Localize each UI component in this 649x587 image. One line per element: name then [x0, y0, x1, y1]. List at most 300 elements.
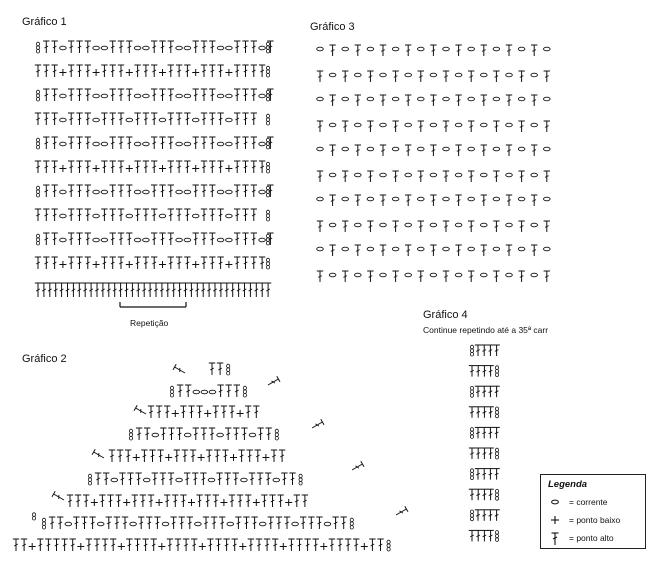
double-crochet-icon: [235, 517, 241, 529]
chain-icon: [495, 414, 498, 418]
double-crochet-icon: [518, 221, 524, 232]
single-crochet-icon: [156, 499, 163, 506]
double-crochet-icon: [506, 45, 512, 56]
chain-icon: [481, 223, 488, 227]
double-crochet-icon: [52, 491, 66, 503]
double-crochet-icon: [101, 113, 107, 125]
double-crochet-icon: [190, 450, 196, 462]
double-crochet-icon: [493, 345, 499, 356]
double-crochet-icon: [481, 345, 487, 356]
double-crochet-icon: [342, 221, 348, 232]
double-crochet-icon: [58, 283, 64, 297]
chain-icon: [518, 247, 525, 251]
double-crochet-icon: [209, 41, 215, 53]
double-crochet-icon: [380, 145, 386, 156]
single-crochet-icon: [225, 261, 232, 268]
double-crochet-icon: [531, 45, 537, 56]
double-crochet-icon: [475, 530, 481, 541]
chain-icon: [470, 428, 473, 432]
chain-icon: [455, 73, 462, 77]
double-crochet-icon: [225, 473, 231, 485]
double-crochet-icon: [304, 539, 310, 551]
double-crochet-icon: [184, 209, 190, 221]
chain-icon: [495, 369, 498, 373]
chain-icon: [531, 173, 538, 177]
double-crochet-icon: [455, 95, 461, 106]
double-crochet-icon: [281, 473, 287, 485]
chain-icon: [36, 241, 39, 245]
chain-icon: [342, 147, 349, 151]
chain-icon: [126, 118, 133, 122]
double-crochet-icon: [184, 113, 190, 125]
chain-icon: [243, 390, 246, 394]
double-crochet-icon: [68, 137, 74, 149]
double-crochet-icon: [115, 495, 121, 507]
double-crochet-icon: [201, 233, 207, 245]
chain-icon: [495, 489, 498, 493]
double-crochet-icon: [94, 539, 100, 551]
double-crochet-icon: [203, 517, 209, 529]
double-crochet-icon: [193, 233, 199, 245]
double-crochet-icon: [272, 539, 278, 551]
chain-icon: [317, 247, 324, 251]
double-crochet-icon: [76, 209, 82, 221]
double-crochet-icon: [531, 195, 537, 206]
double-crochet-icon: [430, 245, 436, 256]
double-crochet-icon: [418, 71, 424, 82]
single-crochet-icon: [126, 165, 133, 172]
double-crochet-icon: [481, 489, 487, 500]
double-crochet-icon: [200, 473, 206, 485]
double-crochet-icon: [468, 221, 474, 232]
double-crochet-icon: [475, 345, 481, 356]
double-crochet-icon: [35, 161, 41, 173]
double-crochet-icon: [217, 385, 223, 397]
double-crochet-icon: [151, 161, 157, 173]
chain-icon: [392, 147, 399, 151]
chain-icon: [481, 173, 488, 177]
double-crochet-icon: [154, 517, 160, 529]
double-crochet-icon: [380, 195, 386, 206]
chain-icon: [65, 522, 72, 526]
chain-icon: [184, 238, 191, 242]
chart-1-grid: [35, 41, 274, 297]
double-crochet-icon: [191, 539, 197, 551]
chain-icon: [217, 238, 224, 242]
double-crochet-icon: [268, 517, 274, 529]
double-crochet-icon: [118, 233, 124, 245]
double-crochet-icon: [481, 427, 487, 438]
single-crochet-icon: [220, 499, 227, 506]
chain-icon: [531, 73, 538, 77]
chain-icon: [143, 46, 150, 50]
double-crochet-icon: [184, 65, 190, 77]
double-crochet-icon: [506, 245, 512, 256]
double-crochet-icon: [468, 271, 474, 282]
chain-icon: [329, 223, 336, 227]
double-crochet-icon: [176, 113, 182, 125]
double-crochet-icon: [85, 89, 91, 101]
double-crochet-icon: [209, 137, 215, 149]
double-crochet-icon: [200, 283, 206, 297]
chain-icon: [470, 435, 473, 439]
chain-icon: [470, 431, 473, 435]
single-crochet-icon: [59, 165, 66, 172]
chain-icon: [495, 531, 498, 535]
double-crochet-icon: [332, 517, 338, 529]
double-crochet-icon: [481, 145, 487, 156]
chain-icon: [495, 366, 498, 370]
double-crochet-icon: [134, 405, 148, 417]
double-crochet-icon: [76, 41, 82, 53]
chain-icon: [266, 210, 269, 214]
chain-icon: [470, 386, 473, 390]
double-crochet-icon: [76, 257, 82, 269]
double-crochet-icon: [151, 539, 157, 551]
double-crochet-icon: [193, 185, 199, 197]
double-crochet-icon: [355, 245, 361, 256]
double-crochet-icon: [481, 195, 487, 206]
chain-icon: [36, 42, 39, 46]
chain-icon: [470, 472, 473, 476]
chain-icon: [544, 97, 551, 101]
double-crochet-icon: [392, 71, 398, 82]
double-crochet-icon: [217, 209, 223, 221]
chain-icon: [495, 411, 498, 415]
double-crochet-icon: [122, 517, 128, 529]
double-crochet-icon: [233, 473, 239, 485]
double-crochet-icon: [209, 428, 215, 440]
double-crochet-icon: [206, 283, 212, 297]
chain-icon: [226, 238, 233, 242]
double-crochet-icon: [201, 41, 207, 53]
double-crochet-icon: [394, 506, 408, 518]
double-crochet-icon: [134, 161, 140, 173]
double-crochet-icon: [259, 257, 265, 269]
chain-icon: [317, 47, 324, 51]
chain-icon: [470, 510, 473, 514]
chain-icon: [42, 518, 45, 522]
chain-icon: [405, 273, 412, 277]
double-crochet-icon: [134, 65, 140, 77]
chain-icon: [355, 223, 362, 227]
chain-icon: [468, 47, 475, 51]
chain-icon: [405, 173, 412, 177]
chain-icon: [317, 197, 324, 201]
double-crochet-icon: [43, 161, 49, 173]
chain-icon: [184, 94, 191, 98]
double-crochet-icon: [277, 495, 283, 507]
double-crochet-icon: [259, 65, 265, 77]
single-crochet-icon: [77, 543, 84, 550]
chain-icon: [60, 118, 67, 122]
chain-icon: [495, 373, 498, 377]
chain-icon: [134, 46, 141, 50]
double-crochet-icon: [531, 245, 537, 256]
double-crochet-icon: [88, 283, 94, 297]
double-crochet-icon: [234, 89, 240, 101]
double-crochet-icon: [110, 113, 116, 125]
chain-icon: [470, 469, 473, 473]
double-crochet-icon: [176, 161, 182, 173]
double-crochet-icon: [168, 89, 174, 101]
double-crochet-icon: [214, 450, 220, 462]
chain-icon: [443, 247, 450, 251]
double-crochet-icon: [35, 113, 41, 125]
chain-icon: [470, 349, 473, 353]
chain-icon: [143, 478, 150, 482]
chain-icon: [470, 345, 473, 349]
double-crochet-icon: [144, 428, 150, 440]
double-crochet-icon: [51, 257, 57, 269]
double-crochet-icon: [443, 71, 449, 82]
double-crochet-icon: [369, 539, 375, 551]
double-crochet-icon: [110, 257, 116, 269]
chain-icon: [36, 186, 39, 190]
chain-icon: [111, 478, 118, 482]
double-crochet-icon: [82, 283, 88, 297]
double-crochet-icon: [45, 539, 51, 551]
double-crochet-icon: [35, 283, 41, 297]
double-crochet-icon: [493, 510, 499, 521]
double-crochet-icon: [443, 271, 449, 282]
chain-icon: [266, 217, 269, 221]
double-crochet-icon: [493, 121, 499, 132]
double-crochet-icon: [234, 137, 240, 149]
legend-label-double-crochet: = ponto alto: [569, 533, 614, 543]
chain-icon: [36, 46, 39, 50]
chain-icon: [380, 273, 387, 277]
double-crochet-icon: [313, 539, 319, 551]
double-crochet-icon: [317, 221, 323, 232]
double-crochet-icon: [329, 539, 335, 551]
chain-icon: [101, 142, 108, 146]
chart-2-triangle: [13, 363, 408, 551]
chain-icon: [226, 94, 233, 98]
chain-icon: [266, 145, 269, 149]
double-crochet-icon: [135, 473, 141, 485]
double-crochet-icon: [151, 113, 157, 125]
double-crochet-icon: [251, 185, 257, 197]
double-crochet-icon: [103, 473, 109, 485]
chain-icon: [493, 47, 500, 51]
double-crochet-icon: [544, 121, 550, 132]
double-crochet-icon: [156, 406, 162, 418]
double-crochet-icon: [247, 450, 253, 462]
double-crochet-icon: [118, 89, 124, 101]
double-crochet-icon: [350, 461, 364, 473]
double-crochet-icon: [201, 137, 207, 149]
double-crochet-icon: [136, 428, 142, 440]
chain-icon: [152, 433, 159, 437]
double-crochet-icon: [455, 195, 461, 206]
double-crochet-icon: [187, 517, 193, 529]
double-crochet-icon: [430, 45, 436, 56]
chart-4-note: Continue repetindo até a 35ª carr: [423, 325, 549, 335]
double-crochet-icon: [49, 517, 55, 529]
double-crochet-icon: [134, 209, 140, 221]
double-crochet-icon: [493, 469, 499, 480]
double-crochet-icon: [51, 89, 57, 101]
single-crochet-icon: [280, 543, 287, 550]
double-crochet-icon: [168, 137, 174, 149]
chain-icon: [495, 452, 498, 456]
double-crochet-icon: [518, 171, 524, 182]
double-crochet-icon: [506, 95, 512, 106]
double-crochet-icon: [237, 495, 243, 507]
double-crochet-icon: [518, 271, 524, 282]
double-crochet-icon: [317, 271, 323, 282]
double-crochet-icon: [229, 495, 235, 507]
double-crochet-icon: [475, 427, 481, 438]
double-crochet-icon: [481, 366, 487, 377]
chain-icon: [36, 97, 39, 101]
double-crochet-icon: [506, 195, 512, 206]
double-crochet-icon: [117, 283, 123, 297]
double-crochet-icon: [61, 539, 67, 551]
chain-icon: [217, 46, 224, 50]
double-crochet-icon: [188, 283, 194, 297]
double-crochet-icon: [143, 113, 149, 125]
double-crochet-icon: [142, 539, 148, 551]
double-crochet-icon: [234, 161, 240, 173]
double-crochet-icon: [167, 539, 173, 551]
double-crochet-icon: [53, 539, 59, 551]
chain-icon: [217, 190, 224, 194]
double-crochet-icon: [430, 145, 436, 156]
chain-icon: [468, 197, 475, 201]
single-crochet-icon: [29, 543, 36, 550]
chain-icon: [266, 265, 269, 269]
double-crochet-icon: [380, 245, 386, 256]
chain-icon: [380, 173, 387, 177]
double-crochet-icon: [213, 406, 219, 418]
double-crochet-icon: [430, 195, 436, 206]
single-crochet-icon: [545, 513, 565, 527]
chain-icon: [266, 70, 269, 74]
double-crochet-icon: [118, 137, 124, 149]
double-crochet-icon: [217, 161, 223, 173]
chain-icon: [32, 516, 35, 520]
double-crochet-icon: [179, 517, 185, 529]
double-crochet-icon: [493, 71, 499, 82]
double-crochet-icon: [35, 257, 41, 269]
chain-icon: [93, 94, 100, 98]
double-crochet-icon: [151, 89, 157, 101]
single-crochet-icon: [230, 454, 237, 461]
double-crochet-icon: [76, 89, 82, 101]
double-crochet-icon: [201, 257, 207, 269]
double-crochet-icon: [251, 161, 257, 173]
chain-icon: [101, 190, 108, 194]
chain-icon: [226, 142, 233, 146]
chain-icon: [367, 147, 374, 151]
double-crochet-icon: [261, 495, 267, 507]
chain-icon: [392, 97, 399, 101]
chain-icon: [470, 390, 473, 394]
double-crochet-icon: [481, 469, 487, 480]
double-crochet-icon: [405, 45, 411, 56]
double-crochet-icon: [209, 113, 215, 125]
double-crochet-icon: [302, 495, 308, 507]
double-crochet-icon: [209, 209, 215, 221]
double-crochet-icon: [148, 406, 154, 418]
double-crochet-icon: [106, 283, 112, 297]
chain-icon: [129, 436, 132, 440]
double-crochet-icon: [353, 539, 359, 551]
double-crochet-icon: [180, 495, 186, 507]
double-crochet-icon: [143, 209, 149, 221]
chain-icon: [470, 514, 473, 518]
chain-icon: [380, 223, 387, 227]
double-crochet-icon: [110, 233, 116, 245]
double-crochet-icon: [193, 41, 199, 53]
legend-label-chain: = corrente: [569, 497, 608, 507]
double-crochet-icon: [257, 473, 263, 485]
double-crochet-icon: [217, 65, 223, 77]
double-crochet-icon: [73, 517, 79, 529]
double-crochet-icon: [481, 95, 487, 106]
single-crochet-icon: [172, 410, 179, 417]
chain-icon: [367, 47, 374, 51]
chain-icon: [470, 394, 473, 398]
double-crochet-icon: [193, 137, 199, 149]
double-crochet-icon: [157, 450, 163, 462]
double-crochet-icon: [225, 428, 231, 440]
double-crochet-icon: [209, 363, 215, 375]
double-crochet-icon: [481, 530, 487, 541]
double-crochet-icon: [284, 517, 290, 529]
double-crochet-icon: [110, 89, 116, 101]
chain-icon: [259, 190, 266, 194]
double-crochet-icon: [531, 95, 537, 106]
legend-title: Legenda: [548, 479, 588, 490]
double-crochet-icon: [481, 448, 487, 459]
double-crochet-icon: [168, 113, 174, 125]
single-crochet-icon: [361, 543, 368, 550]
double-crochet-icon: [475, 386, 481, 397]
double-crochet-icon: [430, 95, 436, 106]
double-crochet-icon: [242, 65, 248, 77]
double-crochet-icon: [241, 283, 247, 297]
chain-icon: [468, 247, 475, 251]
double-crochet-icon: [342, 121, 348, 132]
chain-icon: [134, 142, 141, 146]
chain-icon: [266, 162, 269, 166]
chain-icon: [273, 478, 280, 482]
double-crochet-icon: [89, 517, 95, 529]
chain-icon: [226, 46, 233, 50]
double-crochet-icon: [493, 171, 499, 182]
chain-icon: [493, 147, 500, 151]
chain-icon: [266, 42, 269, 46]
double-crochet-icon: [209, 161, 215, 173]
chain-icon: [176, 94, 183, 98]
double-crochet-icon: [43, 185, 49, 197]
double-crochet-icon: [141, 450, 147, 462]
single-crochet-icon: [198, 454, 205, 461]
double-crochet-icon: [126, 185, 132, 197]
double-crochet-icon: [221, 406, 227, 418]
chain-icon: [470, 476, 473, 480]
chain-icon: [226, 214, 233, 218]
chain-icon: [88, 478, 91, 482]
double-crochet-icon: [83, 495, 89, 507]
double-crochet-icon: [64, 283, 70, 297]
chain-icon: [176, 46, 183, 50]
chain-icon: [266, 121, 269, 125]
double-crochet-icon: [213, 495, 219, 507]
